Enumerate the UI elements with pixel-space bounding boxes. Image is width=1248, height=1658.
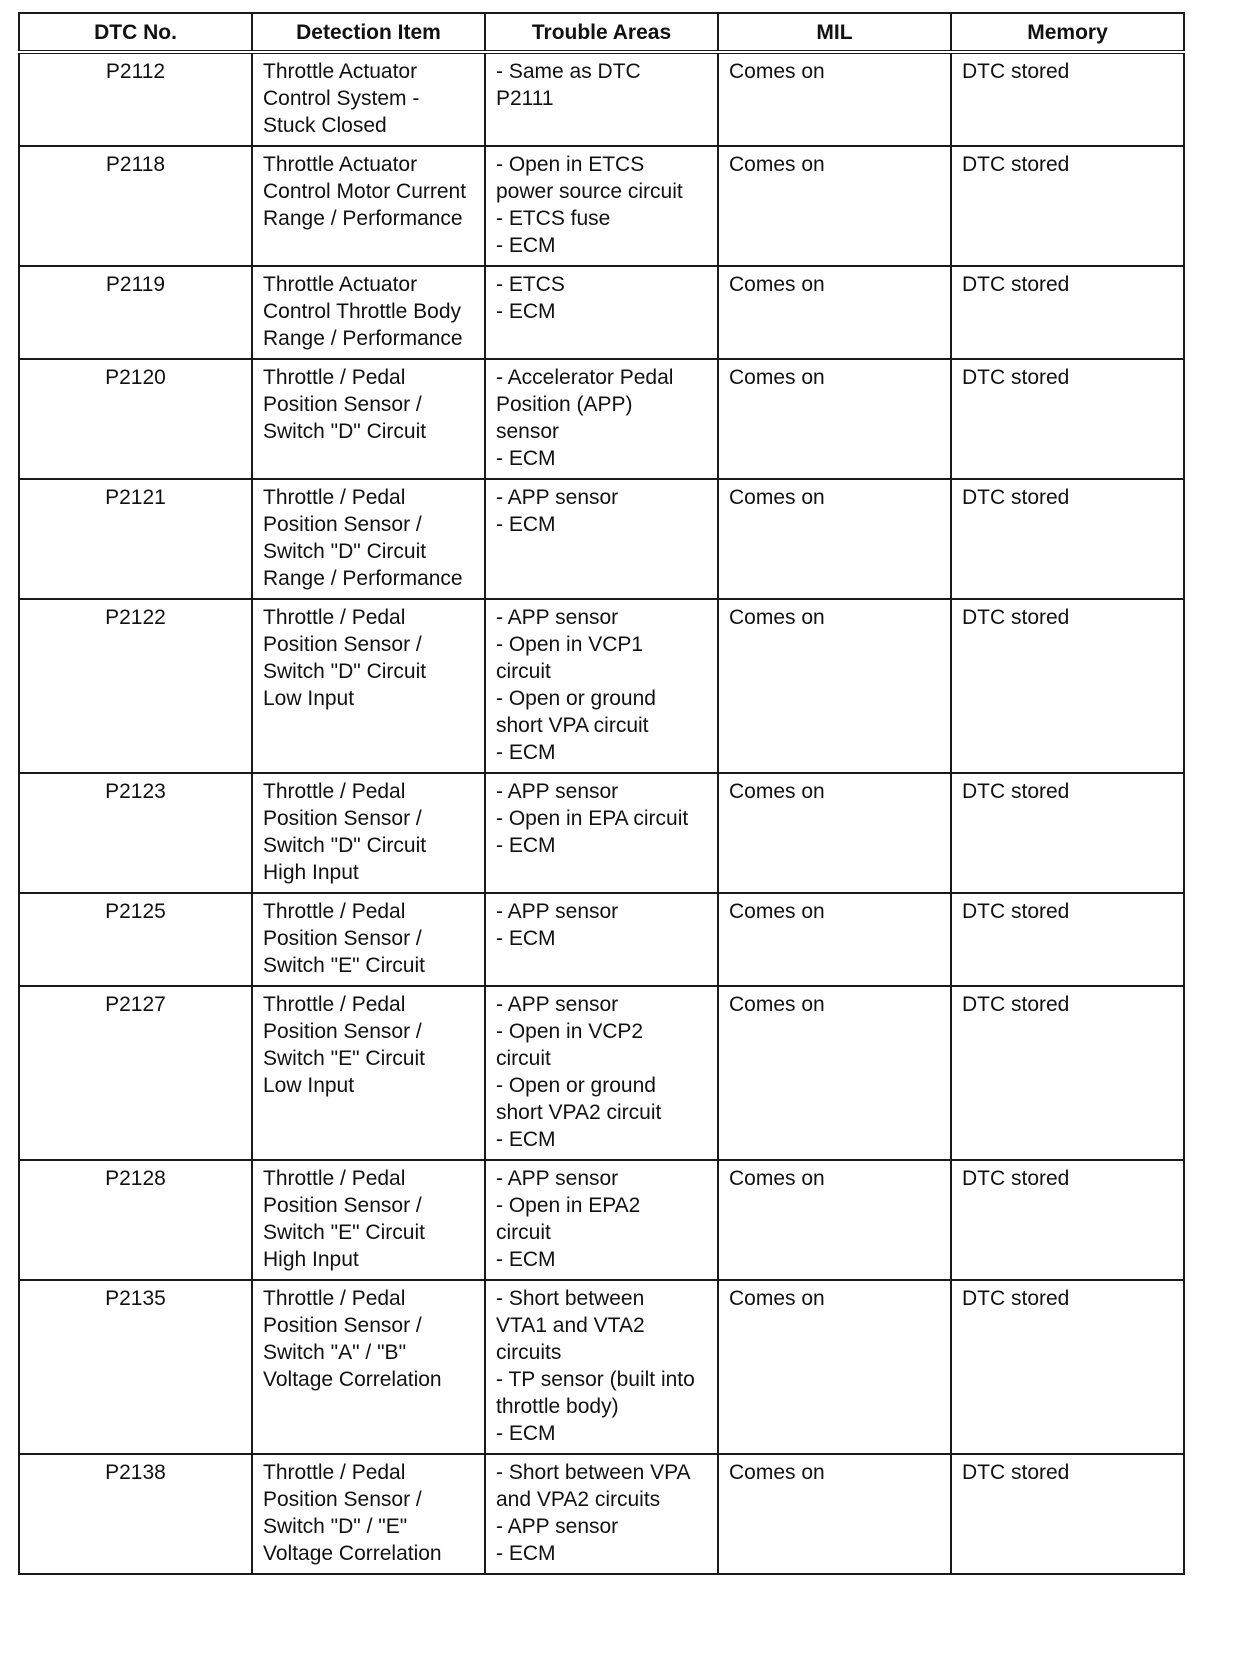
memory-status: DTC stored: [951, 1160, 1184, 1280]
trouble-areas-cell: [485, 52, 718, 146]
trouble-area-line: - Short between: [496, 1287, 645, 1310]
trouble-area-line: - APP sensor: [496, 486, 619, 509]
detection-item-line: Control Throttle Body: [263, 300, 462, 323]
table-row: [19, 52, 1184, 146]
dtc-number: P2120: [19, 359, 252, 479]
trouble-area-line: VTA1 and VTA2: [496, 1314, 645, 1337]
trouble-area-line: throttle body): [496, 1395, 619, 1418]
dtc-number: P2122: [19, 599, 252, 773]
detection-item-line: High Input: [263, 861, 359, 884]
dtc-number: P2135: [19, 1280, 252, 1454]
memory-status: DTC stored: [951, 52, 1184, 146]
detection-item-line: Voltage Correlation: [263, 1368, 442, 1391]
trouble-area-line: and VPA2 circuits: [496, 1488, 661, 1511]
trouble-area-line: sensor: [496, 420, 560, 443]
trouble-area-line: - APP sensor: [496, 900, 619, 923]
table-row: [19, 1280, 1184, 1454]
table-row: [19, 359, 1184, 479]
memory-status: DTC stored: [951, 266, 1184, 359]
dtc-table: [18, 12, 1185, 1575]
trouble-area-line: - ETCS: [496, 273, 565, 296]
dtc-number: P2121: [19, 479, 252, 599]
dtc-number: P2127: [19, 986, 252, 1160]
trouble-areas-cell: [485, 1280, 718, 1454]
header-memory: Memory: [951, 13, 1184, 52]
memory-status: DTC stored: [951, 1454, 1184, 1574]
detection-item-cell: [252, 893, 485, 986]
trouble-area-line: - ECM: [496, 1128, 556, 1151]
dtc-number: P2119: [19, 266, 252, 359]
detection-item-line: Low Input: [263, 1074, 355, 1097]
detection-item-line: Switch "D" Circuit: [263, 420, 427, 443]
mil-status: Comes on: [718, 773, 951, 893]
trouble-area-line: - Open or ground: [496, 1074, 656, 1097]
detection-item-cell: [252, 773, 485, 893]
mil-status: Comes on: [718, 52, 951, 146]
trouble-area-line: - ECM: [496, 1542, 556, 1565]
table-row: [19, 146, 1184, 266]
trouble-area-line: - Accelerator Pedal: [496, 366, 674, 389]
table-row: [19, 599, 1184, 773]
detection-item-line: Throttle / Pedal: [263, 1461, 406, 1484]
trouble-area-line: - Open in VCP1: [496, 633, 644, 656]
trouble-areas-cell: [485, 773, 718, 893]
trouble-area-line: - TP sensor (built into: [496, 1368, 695, 1391]
trouble-area-line: - Open in VCP2: [496, 1020, 644, 1043]
detection-item-cell: [252, 1160, 485, 1280]
detection-item-cell: [252, 359, 485, 479]
trouble-area-line: circuit: [496, 1221, 551, 1244]
detection-item-line: Switch "D" Circuit: [263, 834, 427, 857]
memory-status: DTC stored: [951, 1280, 1184, 1454]
trouble-areas-cell: [485, 893, 718, 986]
detection-item-cell: [252, 479, 485, 599]
detection-item-line: Throttle Actuator: [263, 153, 418, 176]
trouble-areas-cell: [485, 1454, 718, 1574]
table-row: [19, 1160, 1184, 1280]
mil-status: Comes on: [718, 146, 951, 266]
table-row: [19, 986, 1184, 1160]
table-row: [19, 266, 1184, 359]
mil-status: Comes on: [718, 1160, 951, 1280]
mil-status: Comes on: [718, 893, 951, 986]
detection-item-line: Throttle / Pedal: [263, 486, 406, 509]
trouble-area-line: - ECM: [496, 834, 556, 857]
detection-item-line: Low Input: [263, 687, 355, 710]
detection-item-line: Throttle / Pedal: [263, 900, 406, 923]
detection-item-line: Voltage Correlation: [263, 1542, 442, 1565]
detection-item-line: Position Sensor /: [263, 807, 422, 830]
trouble-area-line: - Open in EPA2: [496, 1194, 641, 1217]
trouble-area-line: P2111: [496, 87, 554, 110]
detection-item-line: Range / Performance: [263, 567, 463, 590]
dtc-number: P2125: [19, 893, 252, 986]
mil-status: Comes on: [718, 599, 951, 773]
detection-item-line: Switch "E" Circuit: [263, 1221, 425, 1244]
mil-status: Comes on: [718, 1280, 951, 1454]
dtc-number: P2123: [19, 773, 252, 893]
detection-item-line: Switch "D" Circuit: [263, 660, 427, 683]
memory-status: DTC stored: [951, 893, 1184, 986]
memory-status: DTC stored: [951, 146, 1184, 266]
trouble-area-line: - ECM: [496, 234, 556, 257]
detection-item-cell: [252, 146, 485, 266]
dtc-number: P2128: [19, 1160, 252, 1280]
detection-item-line: Switch "D" / "E": [263, 1515, 408, 1538]
dtc-number: P2118: [19, 146, 252, 266]
trouble-area-line: - Short between VPA: [496, 1461, 691, 1484]
detection-item-line: Switch "D" Circuit: [263, 540, 427, 563]
trouble-area-line: - ECM: [496, 741, 556, 764]
detection-item-line: High Input: [263, 1248, 359, 1271]
trouble-areas-cell: [485, 599, 718, 773]
detection-item-line: Switch "A" / "B": [263, 1341, 407, 1364]
detection-item-line: Throttle / Pedal: [263, 993, 406, 1016]
detection-item-line: Range / Performance: [263, 207, 463, 230]
detection-item-line: Position Sensor /: [263, 1020, 422, 1043]
memory-status: DTC stored: [951, 599, 1184, 773]
trouble-area-line: short VPA2 circuit: [496, 1101, 662, 1124]
trouble-area-line: - APP sensor: [496, 993, 619, 1016]
detection-item-cell: [252, 1454, 485, 1574]
detection-item-line: Range / Performance: [263, 327, 463, 350]
detection-item-cell: [252, 52, 485, 146]
header-mil: MIL: [718, 13, 951, 52]
trouble-area-line: - Open or ground: [496, 687, 656, 710]
trouble-areas-cell: [485, 1160, 718, 1280]
trouble-areas-cell: [485, 479, 718, 599]
memory-status: DTC stored: [951, 359, 1184, 479]
table-row: [19, 1454, 1184, 1574]
mil-status: Comes on: [718, 1454, 951, 1574]
detection-item-line: Throttle Actuator: [263, 273, 418, 296]
detection-item-line: Control Motor Current: [263, 180, 467, 203]
header-trouble-areas: Trouble Areas: [485, 13, 718, 52]
mil-status: Comes on: [718, 266, 951, 359]
header-detection-item: Detection Item: [252, 13, 485, 52]
trouble-area-line: short VPA circuit: [496, 714, 649, 737]
detection-item-line: Position Sensor /: [263, 513, 422, 536]
table-row: [19, 773, 1184, 893]
detection-item-line: Throttle / Pedal: [263, 1167, 406, 1190]
trouble-area-line: - ECM: [496, 513, 556, 536]
detection-item-line: Throttle / Pedal: [263, 780, 406, 803]
detection-item-line: Switch "E" Circuit: [263, 954, 425, 977]
trouble-area-line: - APP sensor: [496, 1167, 619, 1190]
trouble-areas-cell: [485, 266, 718, 359]
trouble-area-line: - APP sensor: [496, 780, 619, 803]
trouble-area-line: - ECM: [496, 447, 556, 470]
detection-item-cell: [252, 266, 485, 359]
trouble-areas-cell: [485, 986, 718, 1160]
table-row: [19, 479, 1184, 599]
detection-item-line: Throttle / Pedal: [263, 1287, 406, 1310]
detection-item-line: Position Sensor /: [263, 393, 422, 416]
trouble-area-line: - ETCS fuse: [496, 207, 611, 230]
detection-item-line: Switch "E" Circuit: [263, 1047, 425, 1070]
trouble-area-line: - Open in EPA circuit: [496, 807, 689, 830]
detection-item-line: Position Sensor /: [263, 633, 422, 656]
memory-status: DTC stored: [951, 986, 1184, 1160]
mil-status: Comes on: [718, 986, 951, 1160]
trouble-area-line: - ECM: [496, 927, 556, 950]
trouble-area-line: circuits: [496, 1341, 562, 1364]
table-header: [19, 13, 1184, 52]
mil-status: Comes on: [718, 359, 951, 479]
detection-item-line: Control System -: [263, 87, 420, 110]
detection-item-line: Position Sensor /: [263, 927, 422, 950]
trouble-area-line: power source circuit: [496, 180, 683, 203]
trouble-area-line: - ECM: [496, 1248, 556, 1271]
table-row: [19, 893, 1184, 986]
detection-item-line: Throttle / Pedal: [263, 606, 406, 629]
detection-item-line: Stuck Closed: [263, 114, 387, 137]
trouble-area-line: - Same as DTC: [496, 60, 641, 83]
memory-status: DTC stored: [951, 773, 1184, 893]
trouble-area-line: - APP sensor: [496, 606, 619, 629]
dtc-number: P2138: [19, 1454, 252, 1574]
trouble-areas-cell: [485, 146, 718, 266]
trouble-areas-cell: [485, 359, 718, 479]
trouble-area-line: - ECM: [496, 300, 556, 323]
trouble-area-line: circuit: [496, 1047, 551, 1070]
detection-item-line: Throttle / Pedal: [263, 366, 406, 389]
header-dtc-no: DTC No.: [19, 13, 252, 52]
dtc-number: P2112: [19, 52, 252, 146]
header-row: [19, 13, 1184, 52]
memory-status: DTC stored: [951, 479, 1184, 599]
detection-item-cell: [252, 599, 485, 773]
detection-item-cell: [252, 986, 485, 1160]
detection-item-line: Position Sensor /: [263, 1194, 422, 1217]
trouble-area-line: - Open in ETCS: [496, 153, 645, 176]
trouble-area-line: - ECM: [496, 1422, 556, 1445]
trouble-area-line: - APP sensor: [496, 1515, 619, 1538]
detection-item-line: Position Sensor /: [263, 1488, 422, 1511]
trouble-area-line: circuit: [496, 660, 551, 683]
table-body: [19, 52, 1184, 1574]
mil-status: Comes on: [718, 479, 951, 599]
trouble-area-line: Position (APP): [496, 393, 633, 416]
detection-item-line: Throttle Actuator: [263, 60, 418, 83]
detection-item-cell: [252, 1280, 485, 1454]
detection-item-line: Position Sensor /: [263, 1314, 422, 1337]
